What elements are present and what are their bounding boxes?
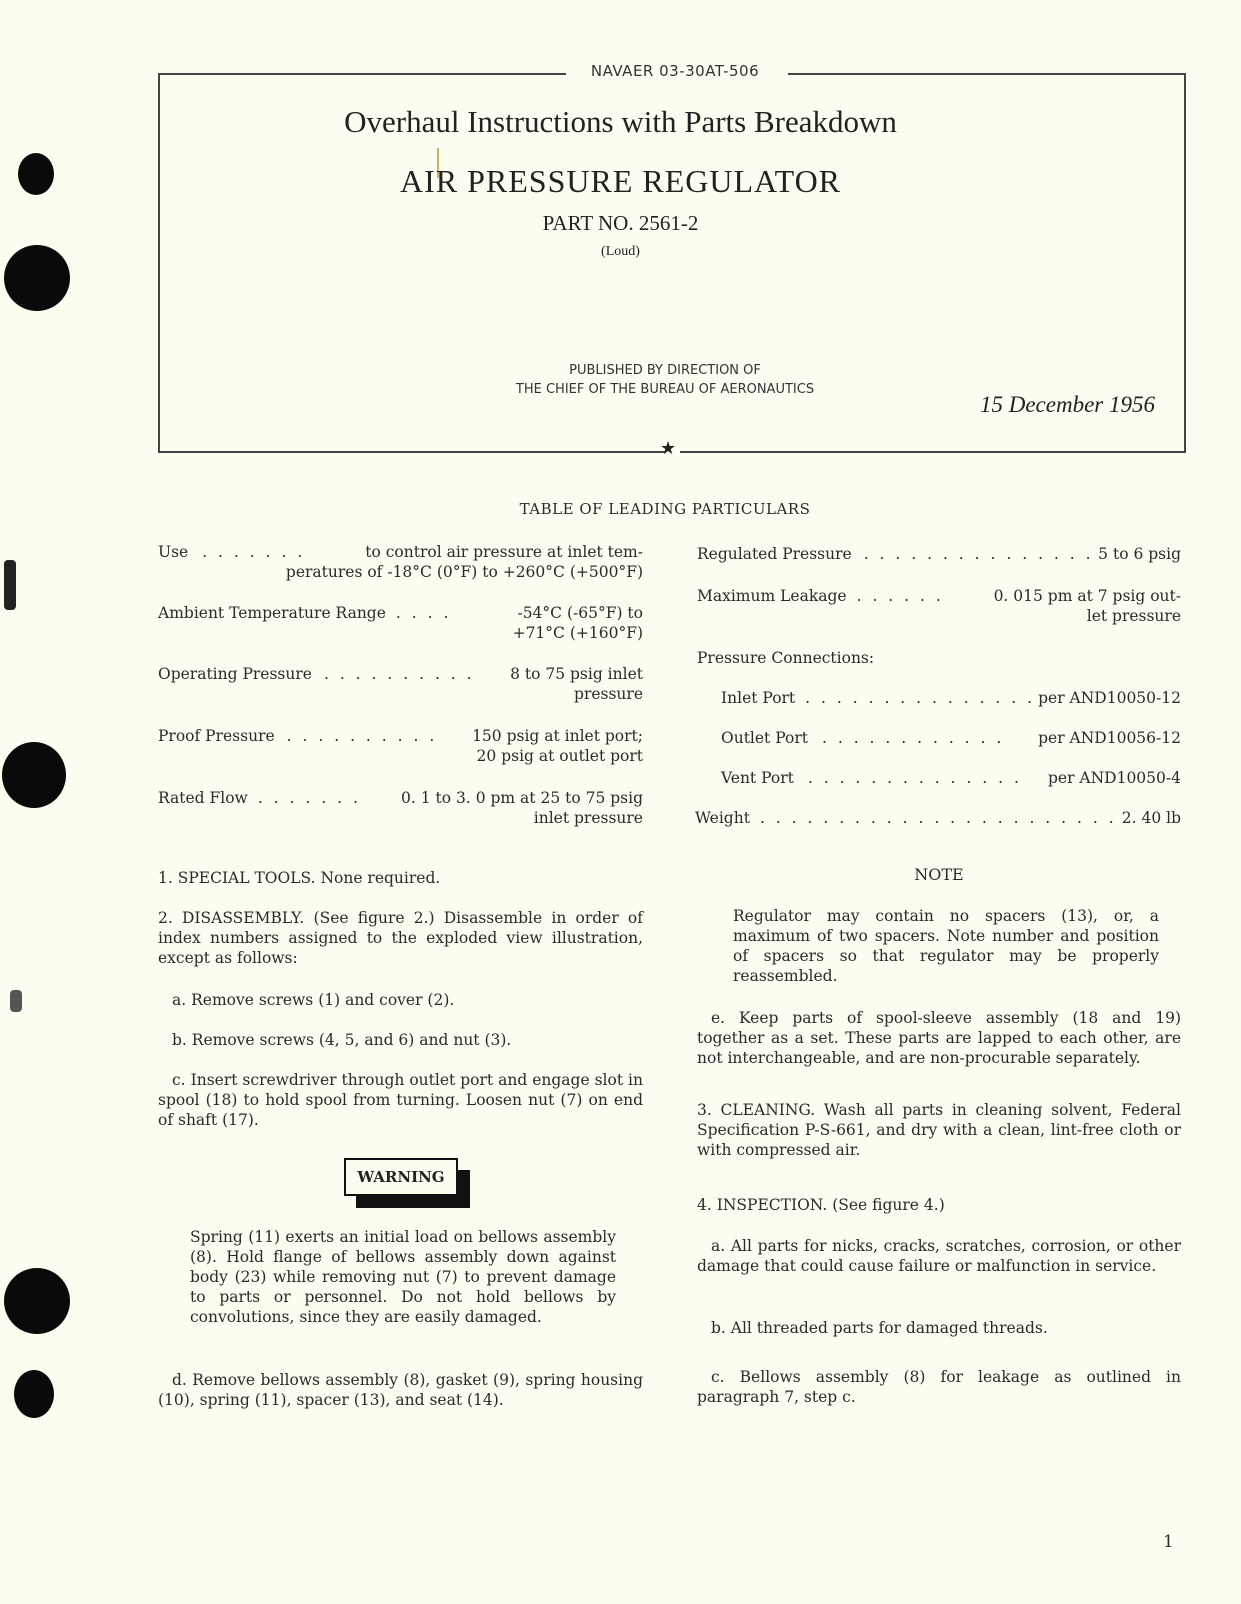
particular-value: 150 psig at inlet port; [472, 727, 643, 745]
particular-value: 8 to 75 psig inlet [510, 665, 643, 683]
step-b: b. Remove screws (4, 5, and 6) and nut (3). [172, 1031, 512, 1049]
particular-label: Rated Flow [158, 789, 248, 807]
particular-value: per AND10050-4 [1047, 769, 1181, 787]
leader-dots: . . . . . . [856, 587, 944, 605]
leader-dots: . . . . . . . . . . [323, 665, 475, 683]
leading-particulars-title: TABLE OF LEADING PARTICULARS [519, 500, 811, 518]
particular-label: Proof Pressure [158, 727, 275, 745]
particular-label: Inlet Port [721, 689, 796, 707]
particular-value: per AND10056-12 [1038, 729, 1181, 747]
note-text: Regulator may contain no spacers (13), or, a maximum of two spacers. Note number and position of spacers so that regulator may be properly reassembled. [733, 907, 1159, 985]
publisher-line-2: THE CHIEF OF THE BUREAU OF AERONAUTICS [515, 382, 815, 397]
paragraph-disassembly: 2. DISASSEMBLY. (See figure 2.) Disassemble in order of index numbers assigned to the exploded view illustration, except as follows: [158, 909, 643, 967]
particular-value: 0. 015 pm at 7 psig out- [993, 587, 1181, 605]
star-icon: ★ [660, 438, 677, 459]
particular-outlet-port [721, 728, 1181, 748]
particular-value-cont: 20 psig at outlet port [476, 747, 643, 765]
note-label: NOTE [914, 865, 964, 884]
part-number: PART NO. 2561-2 [542, 211, 699, 235]
scan-mark [4, 560, 16, 610]
step-e: e. Keep parts of spool-sleeve assembly (18 and 19) together as a set. These parts are lapped to each other, are not interchangeable, and are non-procurable separately. [697, 1009, 1181, 1067]
warning-label: WARNING [344, 1158, 458, 1196]
particular-label: Outlet Port [721, 729, 808, 747]
particular-proof-pressure [158, 726, 643, 766]
particular-value: per AND10050-12 [1038, 689, 1181, 707]
particular-label: Use [158, 543, 189, 561]
particular-label: Ambient Temperature Range [158, 604, 386, 622]
leader-dots: . . . . . . . . . . . . . . . . . . . . . . . [759, 809, 1117, 827]
particular-value-cont: pressure [574, 685, 643, 703]
particular-value-cont: peratures of -18°C (0°F) to +260°C (+500°F) [285, 563, 643, 581]
particular-value-cont: +71°C (+160°F) [512, 624, 643, 642]
particular-label: Maximum Leakage [697, 587, 847, 605]
particular-value-cont: inlet pressure [533, 809, 643, 827]
scan-mark [10, 990, 22, 1012]
particular-label: Vent Port [721, 769, 794, 787]
particular-value: 2. 40 lb [1121, 809, 1181, 827]
particular-value-cont: let pressure [1086, 607, 1181, 625]
particular-use [158, 542, 643, 582]
particular-vent-port [721, 768, 1181, 788]
leader-dots: . . . . . . . [257, 789, 361, 807]
particular-ambient-temperature [158, 603, 643, 643]
particular-regulated-pressure [697, 544, 1181, 564]
inspection-step-b: b. All threaded parts for damaged threads. [711, 1319, 1048, 1337]
subject-title: AIR PRESSURE REGULATOR [399, 163, 842, 199]
particular-value: 0. 1 to 3. 0 pm at 25 to 75 psig [401, 789, 643, 807]
leader-dots: . . . . . . . . . . . . . . . [863, 545, 1094, 563]
particular-pressure-connections [697, 648, 1181, 668]
document-title: Overhaul Instructions with Parts Breakdown [344, 104, 897, 139]
particular-label: Pressure Connections: [697, 649, 875, 667]
document-number: NAVAER 03-30AT-506 [590, 62, 760, 80]
inspection-step-a: a. All parts for nicks, cracks, scratches, corrosion, or other damage that could cause failure or malfunction in service. [697, 1237, 1181, 1275]
particular-weight [695, 808, 1181, 828]
leader-dots: . . . . [395, 604, 452, 622]
step-d: d. Remove bellows assembly (8), gasket (9), spring housing (10), spring (11), spacer (13), and seat (14). [158, 1371, 643, 1409]
paragraph-cleaning: 3. CLEANING. Wash all parts in cleaning solvent, Federal Specification P-S-661, and dry with a clean, lint-free cloth or with compressed air. [697, 1101, 1181, 1159]
binder-hole [14, 1370, 54, 1418]
warning-text: Spring (11) exerts an initial load on bellows assembly (8). Hold flange of bellows assembly down against body (23) while removing nut (7) to prevent damage to parts or personnel. Do not hold bellows by convolutions, since they are easily damaged. [190, 1228, 616, 1326]
leader-dots: . . . . . . . . . . . . . . . [805, 689, 1036, 707]
paragraph-inspection: 4. INSPECTION. (See figure 4.) [697, 1196, 945, 1214]
leader-dots: . . . . . . . . . . . . [821, 729, 1005, 747]
binder-hole [4, 1268, 70, 1334]
publication-date: 15 December 1956 [979, 392, 1155, 417]
leader-dots: . . . . . . . [202, 543, 306, 561]
particular-value: to control air pressure at inlet tem- [365, 543, 643, 561]
paragraph-special-tools: 1. SPECIAL TOOLS. None required. [158, 869, 441, 887]
binder-hole [2, 742, 66, 808]
particular-rated-flow [158, 788, 643, 828]
particular-operating-pressure [158, 664, 643, 704]
page-number: 1 [1163, 1532, 1174, 1552]
particular-value: -54°C (-65°F) to [517, 604, 643, 622]
step-c: c. Insert screwdriver through outlet port and engage slot in spool (18) to hold spool from turning. Loosen nut (7) on end of shaft (17). [158, 1071, 643, 1129]
particular-label: Operating Pressure [158, 665, 312, 683]
particular-label: Weight [695, 809, 750, 827]
particular-maximum-leakage [697, 586, 1181, 626]
step-a: a. Remove screws (1) and cover (2). [172, 991, 455, 1009]
publisher-line-1: PUBLISHED BY DIRECTION OF [569, 363, 761, 378]
particular-value: 5 to 6 psig [1098, 545, 1181, 563]
inspection-step-c: c. Bellows assembly (8) for leakage as outlined in paragraph 7, step c. [697, 1368, 1181, 1406]
particular-label: Regulated Pressure [697, 545, 852, 563]
leader-dots: . . . . . . . . . . . . . . [807, 769, 1022, 787]
leader-dots: . . . . . . . . . . [286, 727, 438, 745]
manufacturer: (Loud) [601, 244, 640, 259]
particular-inlet-port [721, 688, 1181, 708]
